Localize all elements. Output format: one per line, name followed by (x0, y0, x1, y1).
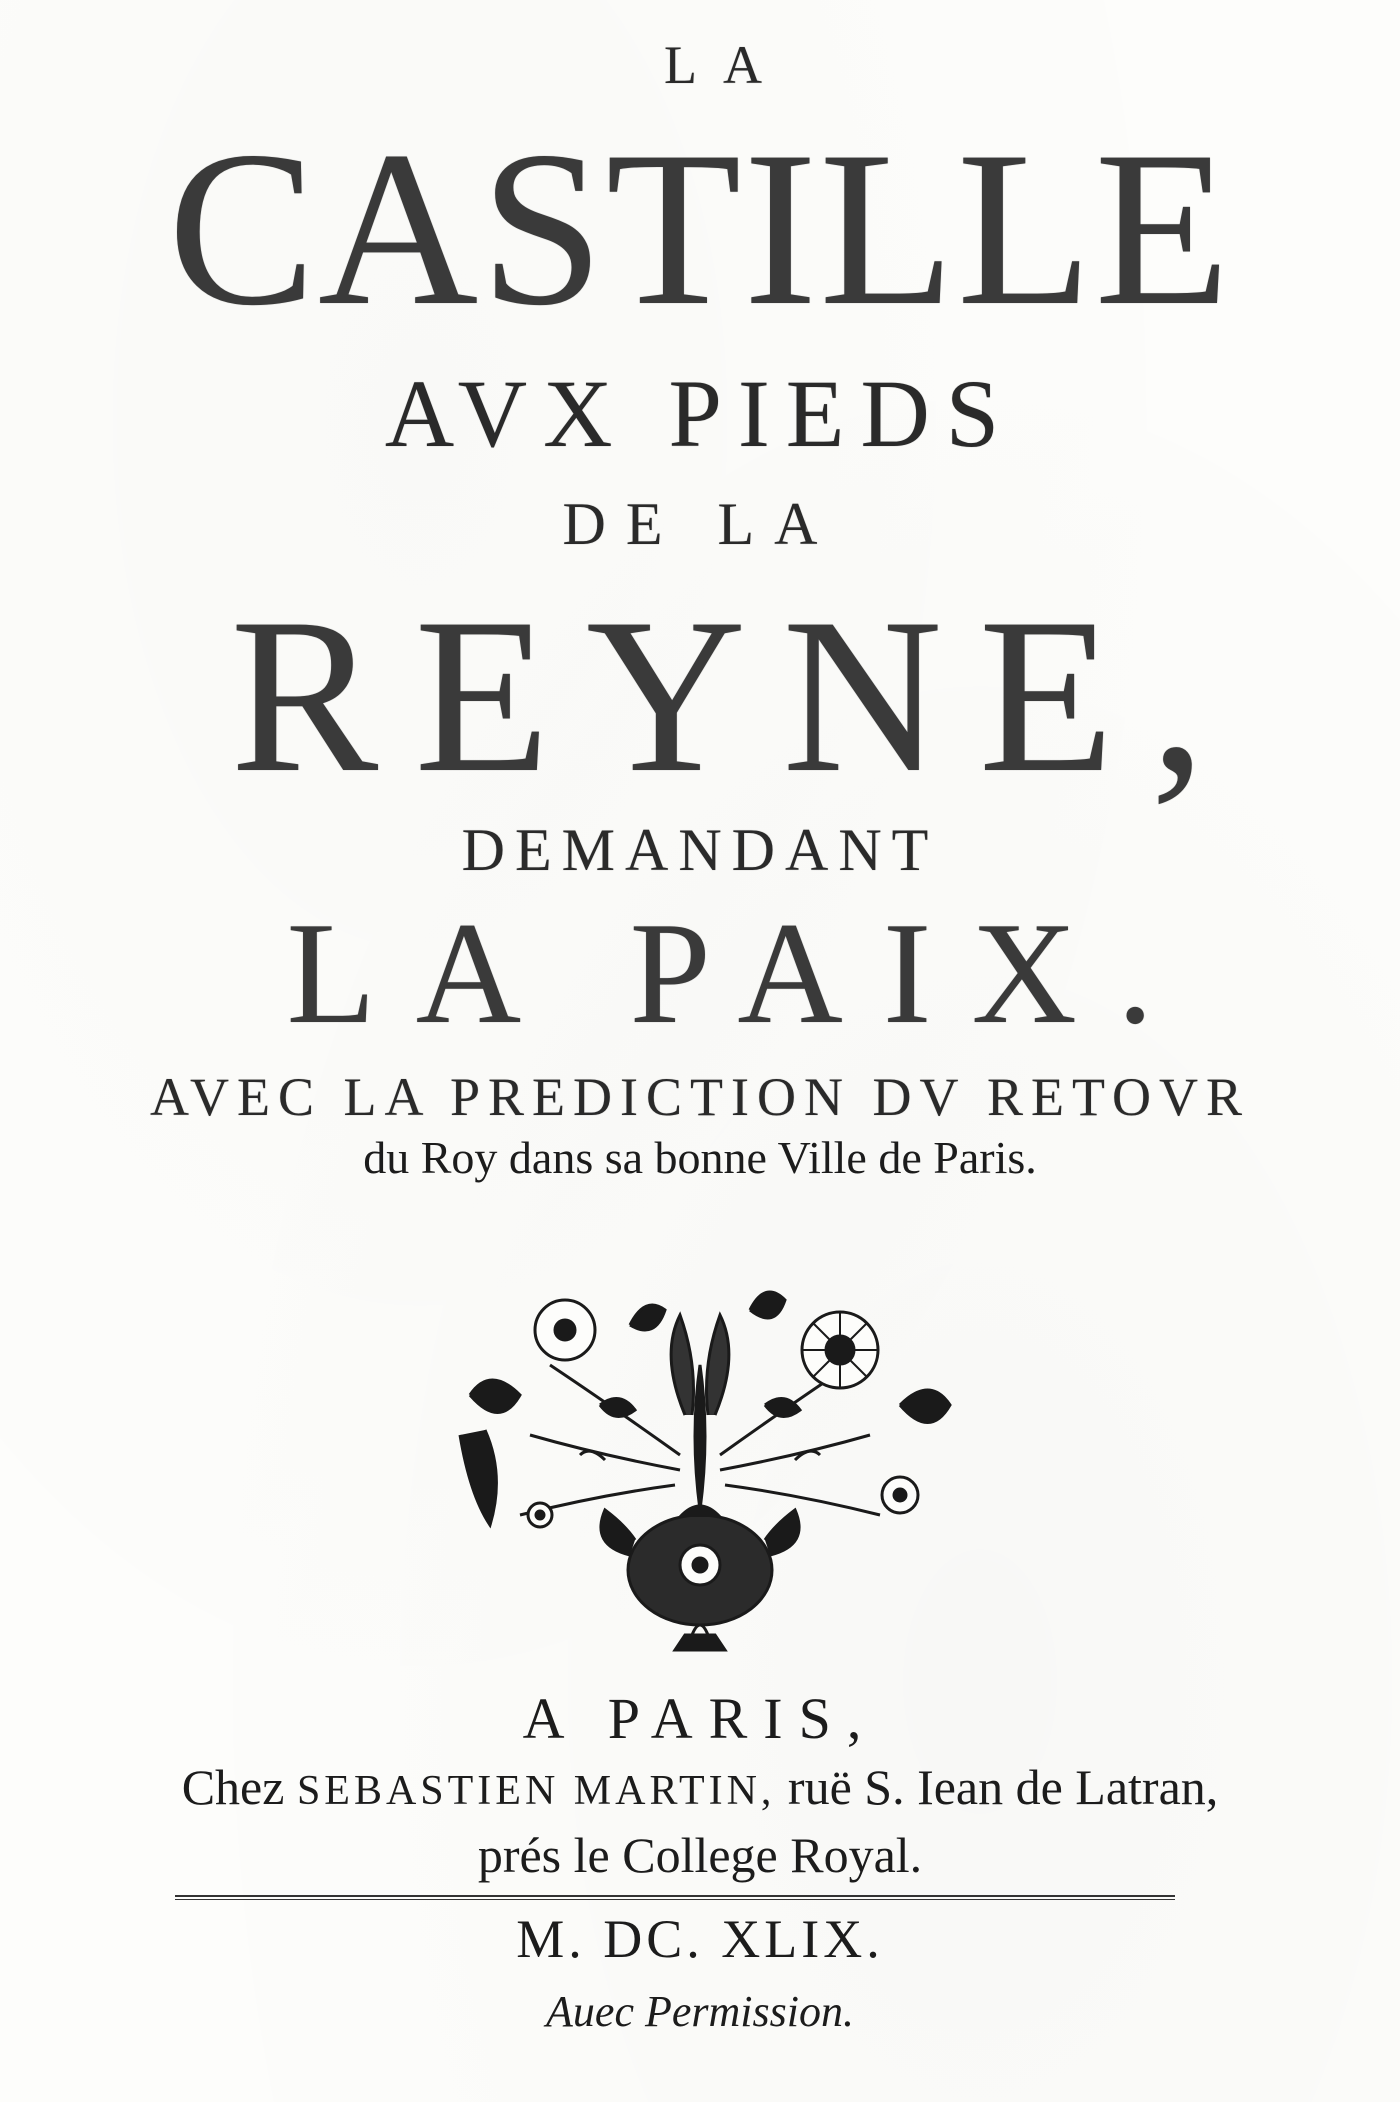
imprint-chez: Chez (181, 1759, 285, 1815)
title-line-demandant: DEMANDANT (461, 817, 939, 883)
title-line-la: LA (664, 35, 788, 95)
title-line-aux-pieds: AVX PIEDS (384, 360, 1016, 467)
imprint-address: ruë S. Iean de Latran, (787, 1759, 1219, 1815)
subtitle-line-prediction: AVEC LA PREDICTION DV RETOVR (149, 1067, 1251, 1127)
imprint-city: A PARIS, (522, 1686, 878, 1751)
title-line-reyne: REYNE, (230, 573, 1242, 819)
imprint-printer-name: SEBASTIEN MARTIN, (296, 1768, 776, 1814)
title-line-de-la: DE LA (562, 491, 838, 557)
title-line-la-paix: LA PAIX. (286, 892, 1194, 1054)
flower-vase-ornament-icon (430, 1255, 970, 1655)
imprint-near: prés le College Royal. (477, 1827, 923, 1883)
imprint-permission: Auec Permission. (546, 1987, 854, 2036)
imprint-date: M. DC. XLIX. (516, 1909, 884, 1969)
imprint-rule-divider-thin (175, 1899, 1175, 1900)
subtitle-line-du-roy: du Roy dans sa bonne Ville de Paris. (363, 1132, 1037, 1183)
imprint-rule-divider (175, 1895, 1175, 1897)
title-line-castille: CASTILLE (167, 106, 1233, 352)
imprint-printer-line (0, 1759, 1400, 1815)
